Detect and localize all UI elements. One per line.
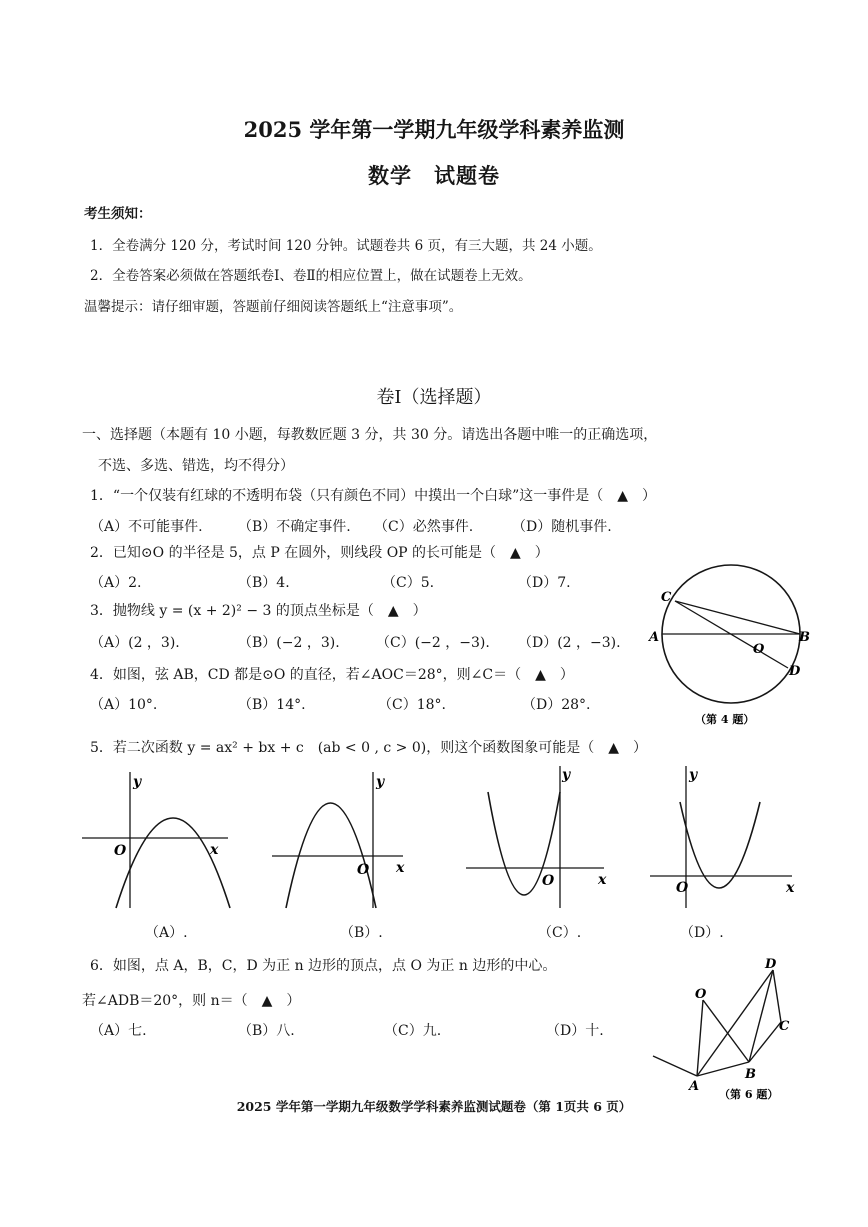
polygon-edge bbox=[653, 1056, 697, 1076]
x-label: x bbox=[396, 860, 405, 876]
page-footer: 2025 学年第一学期九年级数学学科素养监测试题卷（第 1页共 6 页） bbox=[236, 1099, 632, 1114]
parabola bbox=[116, 818, 230, 908]
label-a: A bbox=[689, 1079, 700, 1094]
label-d: D bbox=[789, 664, 801, 679]
graph-d-label: （D）. bbox=[680, 925, 724, 941]
question-3-option-b: （B）(−2 ，3). bbox=[238, 635, 340, 651]
question-2-stem: 2．已知⊙O 的半径是 5，点 P 在圆外，则线段 OP 的长可能是（ ▲ ） bbox=[90, 545, 549, 561]
label-o: O bbox=[753, 642, 765, 657]
question-6-stem2: 若∠ADB＝20°，则 n＝（ ▲ ） bbox=[82, 993, 301, 1009]
question-1-option-a: （A）不可能事件. bbox=[90, 519, 203, 535]
question-6-option-d: （D）十. bbox=[546, 1023, 604, 1039]
label-c: C bbox=[661, 590, 672, 605]
origin-label: O bbox=[542, 873, 555, 889]
chord-cb bbox=[675, 601, 800, 634]
question-2-option-d: （D）7. bbox=[518, 575, 571, 591]
x-label: x bbox=[786, 880, 795, 896]
question-4-option-a: （A）10°. bbox=[90, 697, 158, 713]
page-title: 2025 学年第一学期九年级学科素养监测 bbox=[243, 117, 625, 142]
graph-b bbox=[268, 768, 428, 913]
y-label: y bbox=[376, 774, 385, 790]
question-6-option-c: （C）九. bbox=[384, 1023, 442, 1039]
graph-c bbox=[462, 762, 622, 912]
figure-4-caption: （第 4 题） bbox=[695, 713, 755, 726]
question-2-option-a: （A）2. bbox=[90, 575, 142, 591]
segment-bd bbox=[749, 970, 773, 1062]
label-o: O bbox=[695, 987, 707, 1002]
question-1-option-b: （B）不确定事件. bbox=[238, 519, 351, 535]
graph-a-label: （A）. bbox=[145, 925, 188, 941]
label-c: C bbox=[779, 1019, 790, 1034]
figure-6-caption: （第 6 题） bbox=[719, 1088, 779, 1101]
section-intro-line2: 不选、多选、错选，均不得分） bbox=[98, 458, 294, 474]
section-intro-line1: 一、选择题（本题有 10 小题，每教数匠题 3 分，共 30 分。请选出各题中唯一的正确选项， bbox=[82, 427, 658, 443]
label-a: A bbox=[649, 630, 660, 645]
question-4-option-d: （D）28°. bbox=[522, 697, 591, 713]
question-3-option-a: （A）(2 ，3). bbox=[90, 635, 180, 651]
question-1-stem: 1．“一个仅装有红球的不透明布袋（只有颜色不同）中摸出一个白球”这一事件是（ ▲ ） bbox=[90, 488, 656, 504]
question-6-stem: 6．如图，点 A，B，C，D 为正 n 边形的顶点，点 O 为正 n 边形的中心。 bbox=[90, 958, 557, 974]
notice-item-1: 1．全卷满分 120 分，考试时间 120 分钟。试题卷共 6 页，有三大题，共 24 小题。 bbox=[90, 238, 602, 254]
y-label: y bbox=[133, 774, 142, 790]
question-2-option-b: （B）4. bbox=[238, 575, 290, 591]
graph-d bbox=[646, 762, 806, 912]
question-4-option-b: （B）14°. bbox=[238, 697, 306, 713]
question-4-stem: 4．如图，弦 AB，CD 都是⊙O 的直径，若∠AOC＝28°，则∠C＝（ ▲ ） bbox=[90, 667, 574, 683]
question-3-option-c: （C）(−2 ，−3). bbox=[376, 635, 490, 651]
graph-b-label: （B）. bbox=[340, 925, 383, 941]
question-2-option-c: （C）5. bbox=[382, 575, 435, 591]
y-label: y bbox=[562, 767, 571, 783]
segment-oa bbox=[697, 1000, 703, 1076]
question-4-option-c: （C）18°. bbox=[378, 697, 446, 713]
edge-cd bbox=[773, 970, 781, 1022]
notice-heading: 考生须知： bbox=[84, 206, 152, 222]
notice-tip: 温馨提示：请仔细审题，答题前仔细阅读答题纸上“注意事项”。 bbox=[84, 299, 463, 315]
question-6-option-b: （B）八. bbox=[238, 1023, 295, 1039]
question-1-option-c: （C）必然事件. bbox=[374, 519, 474, 535]
section-title: 卷Ⅰ（选择题） bbox=[376, 387, 492, 408]
x-label: x bbox=[598, 872, 607, 888]
question-3-option-d: （D）(2 ，−3). bbox=[518, 635, 621, 651]
question-1-option-d: （D）随机事件. bbox=[512, 519, 612, 535]
parabola bbox=[680, 802, 760, 888]
label-b: B bbox=[745, 1067, 756, 1082]
question-3-stem: 3．抛物线 y = (x + 2)² − 3 的顶点坐标是（ ▲ ） bbox=[90, 603, 427, 619]
origin-label: O bbox=[114, 843, 127, 859]
question-6-option-a: （A）七. bbox=[90, 1023, 147, 1039]
label-d: D bbox=[765, 957, 777, 972]
notice-item-2: 2．全卷答案必须做在答题纸卷Ⅰ、卷Ⅱ的相应位置上，做在试题卷上无效。 bbox=[90, 268, 532, 284]
x-label: x bbox=[210, 842, 219, 858]
page-subtitle: 数学 试题卷 bbox=[368, 163, 500, 188]
question-4-figure bbox=[645, 565, 820, 730]
segment-ad bbox=[697, 970, 773, 1076]
graph-c-label: （C）. bbox=[538, 925, 582, 941]
origin-label: O bbox=[676, 880, 689, 896]
y-label: y bbox=[689, 767, 698, 783]
graph-a bbox=[78, 768, 238, 913]
question-6-figure bbox=[645, 952, 815, 1112]
label-b: B bbox=[799, 630, 810, 645]
segment-ob bbox=[703, 1000, 749, 1062]
question-5-stem: 5．若二次函数 y = ax² + bx + c (ab < 0 , c > 0)，则这个函数图象可能是（ ▲ ） bbox=[90, 740, 647, 756]
origin-label: O bbox=[357, 862, 370, 878]
